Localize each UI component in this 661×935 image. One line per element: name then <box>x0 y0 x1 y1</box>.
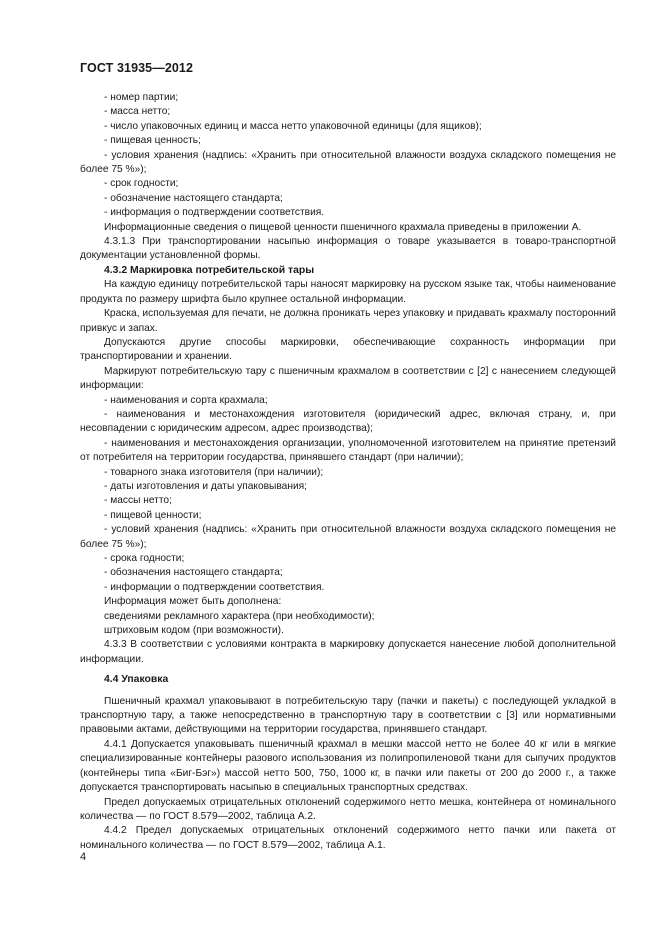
paragraph: Информация может быть дополнена: <box>104 596 282 608</box>
list-item: - обозначения настоящего стандарта; <box>104 567 283 579</box>
document-code: ГОСТ 31935—2012 <box>80 61 194 75</box>
list-item: - наименования и сорта крахмала; <box>104 394 268 406</box>
list-item: - номер партии; <box>104 92 179 103</box>
list-item: - число упаковочных единиц и масса нетто упаковочной единицы (для ящиков); <box>104 120 482 132</box>
paragraph: На каждую единицу потребительской тары наносят маркировку на русском языке так, чтобы наименование продукта по размеру шрифта было крупнее остальной информации. <box>80 279 616 305</box>
list-item: - информации о подтверждении соответствия. <box>104 581 325 593</box>
paragraph: Допускаются другие способы маркировки, обеспечивающие сохранность информации при транспортировании и хранении. <box>80 336 616 363</box>
list-item: - даты изготовления и даты упаковывания; <box>104 480 307 492</box>
paragraph-4-3-1-3: 4.3.1.3 При транспортировании насыпью информация о товаре указывается в товаро-транспортной документации установленной формы. <box>80 236 616 262</box>
list-item: - пищевой ценности; <box>104 509 202 521</box>
document-body <box>80 91 616 853</box>
paragraph: Информационные сведения о пищевой ценности пшеничного крахмала приведены в приложении А. <box>104 221 582 233</box>
paragraph-4-4-1: 4.4.1 Допускается упаковывать пшеничный крахмал в мешки массой нетто не более 40 кг или в мягкие специализированные контейнеры разового использования из полипропиленовой ткани для сыпучих продуктов (контейнеры типа «Биг-Бэг») массой нетто 500, 750, 1000 кг, в пачки или пакеты от 200 до 2000 г., а также допускается транспортировать насыпью в специальных транспортных средствах. <box>80 738 616 794</box>
list-item: - условий хранения (надпись: «Хранить при относительной влажности воздуха складского помещения не более 75 %»); <box>80 524 616 550</box>
list-item: - массы нетто; <box>104 495 172 507</box>
page-number: 4 <box>80 851 87 863</box>
list-item: штриховым кодом (при возможности). <box>104 625 284 637</box>
list-item: - срока годности; <box>104 553 185 564</box>
paragraph: Предел допускаемых отрицательных отклонений содержимого нетто мешка, контейнера от номинального количества — по ГОСТ 8.579—2002, таблица А.2. <box>80 796 616 822</box>
section-heading-4-3-2: 4.3.2 Маркировка потребительской тары <box>104 264 315 276</box>
list-item: - срок годности; <box>104 178 179 190</box>
list-item: - пищевая ценность; <box>104 135 201 147</box>
paragraph-4-3-3: 4.3.3 В соответствии с условиями контракта в маркировку допускается нанесение любой дополнительной информации. <box>80 639 616 665</box>
paragraph: Краска, используемая для печати, не должна проникать через упаковку и придавать крахмалу посторонний привкус и запах. <box>80 308 616 334</box>
list-item: - масса нетто; <box>104 106 171 118</box>
list-item: - обозначение настоящего стандарта; <box>104 192 283 204</box>
list-item: - информация о подтверждении соответствия. <box>104 207 325 219</box>
paragraph-4-4-2: 4.4.2 Предел допускаемых отрицательных отклонений содержимого нетто пачки или пакета от номинального количества — по ГОСТ 8.579—2002, таблица А.1. <box>80 825 616 851</box>
list-item: - товарного знака изготовителя (при наличии); <box>104 466 324 478</box>
section-heading-4-4: 4.4 Упаковка <box>104 674 169 686</box>
list-item: - наименования и местонахождения изготовителя (юридический адрес, включая страну, и, при несовпадении с юридическим адресом, адрес производства); <box>80 408 616 435</box>
list-item: - условия хранения (надпись: «Хранить при относительной влажности воздуха складского помещения не более 75 %»); <box>80 149 616 176</box>
paragraph: Пшеничный крахмал упаковывают в потребительскую тару (пачки и пакеты) с последующей укладкой в транспортную тару, а также непосредственно в транспортную тару в соответствии с [3] или нормативными правовыми актами, действующими на территории государства, принявшего стандарт. <box>80 695 616 736</box>
list-item: - наименования и местонахождения организации, уполномоченной изготовителем на принятие претензий от потребителя на территории государства, принявшего стандарт (при наличии); <box>80 437 616 464</box>
paragraph: Маркируют потребительскую тару с пшеничным крахмалом в соответствии с [2] с нанесением следующей информации: <box>80 365 616 392</box>
list-item: сведениями рекламного характера (при необходимости); <box>104 610 375 622</box>
